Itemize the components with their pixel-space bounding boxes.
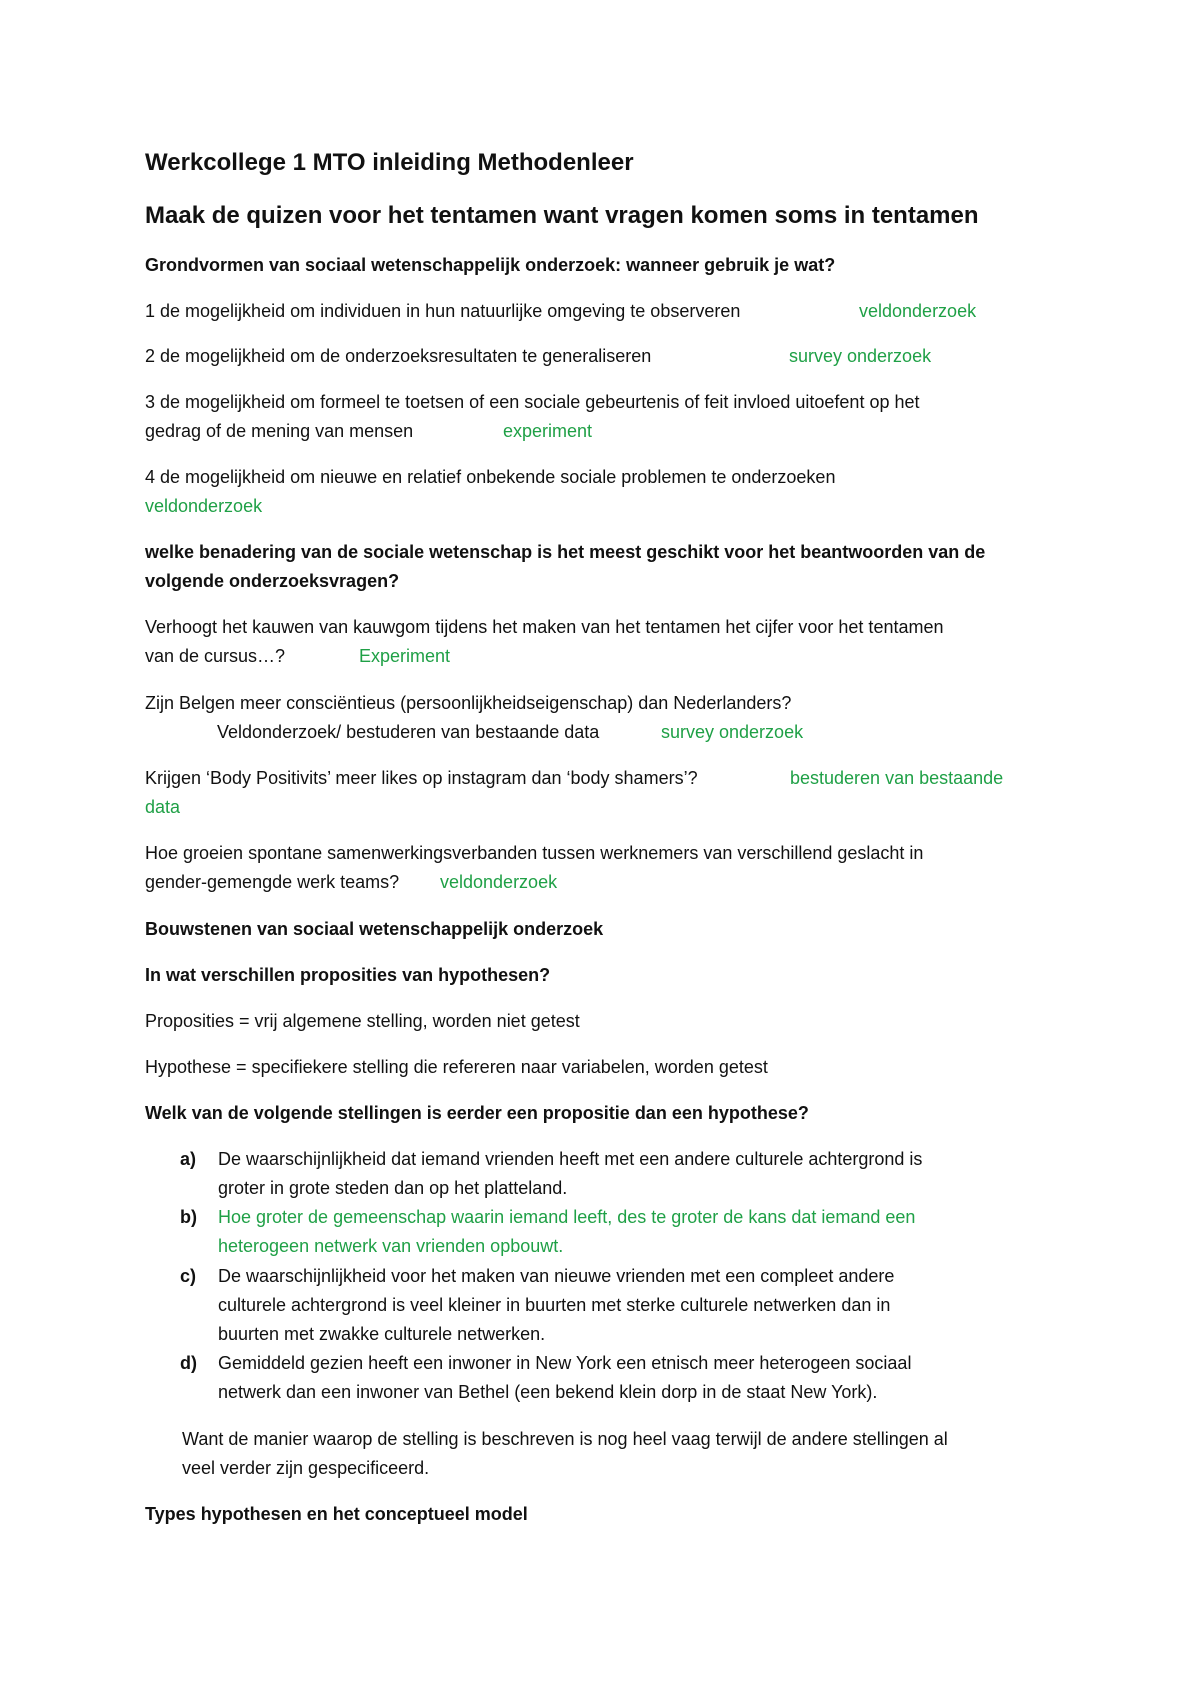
option-d-line1: Gemiddeld gezien heeft een inwoner in New York een etnisch meer heterogeen sociaal — [218, 1353, 912, 1373]
option-b-label: b) — [180, 1207, 197, 1227]
question-1 — [145, 300, 740, 322]
option-d-label: d) — [180, 1353, 197, 1373]
page-title: Werkcollege 1 MTO inleiding Methodenleer — [145, 149, 634, 176]
research-question-2-line2: Veldonderzoek/ bestuderen van bestaande data — [217, 722, 600, 742]
research-question-4-line2: gender-gemengde werk teams? — [145, 872, 400, 892]
question-3-line1: 3 de mogelijkheid om formeel te toetsen of een sociale gebeurtenis of feit invloed uitoefent op het — [145, 392, 920, 412]
option-d-line2: netwerk dan een inwoner van Bethel (een bekend klein dorp in de staat New York). — [218, 1382, 878, 1402]
question-4: 4 de mogelijkheid om nieuwe en relatief onbekende sociale problemen te onderzoeken — [145, 467, 836, 487]
section-heading-types-hypothesen: Types hypothesen en het conceptueel model — [145, 1504, 528, 1524]
research-question-1-line1: Verhoogt het kauwen van kauwgom tijdens het maken van het tentamen het cijfer voor het tentamen — [145, 617, 944, 637]
research-answer-4: veldonderzoek — [440, 872, 558, 892]
question-proposities: In wat verschillen proposities van hypothesen? — [145, 965, 551, 985]
research-answer-3-line2: data — [145, 797, 181, 817]
section-heading-grondvormen: Grondvormen van sociaal wetenschappelijk onderzoek: wanneer gebruik je wat? — [145, 255, 836, 275]
page-subtitle: Maak de quizen voor het tentamen want vragen komen soms in tentamen — [145, 202, 979, 229]
research-answer-1: Experiment — [359, 646, 451, 666]
option-c-label: c) — [180, 1266, 197, 1286]
definition-proposities: Proposities = vrij algemene stelling, worden niet getest — [145, 1011, 580, 1031]
explanation-line1: Want de manier waarop de stelling is beschreven is nog heel vaag terwijl de andere stellingen al — [182, 1429, 948, 1449]
option-b-line1: Hoe groter de gemeenschap waarin iemand leeft, des te groter de kans dat iemand een — [218, 1207, 916, 1227]
option-c-line2: culturele achtergrond is veel kleiner in buurten met sterke culturele netwerken dan in — [218, 1295, 891, 1315]
research-question-1-line2: van de cursus…? — [145, 646, 286, 666]
research-answer-2: survey onderzoek — [661, 722, 804, 742]
research-answer-3-line1: bestuderen van bestaande — [790, 768, 1004, 788]
answer-4: veldonderzoek — [145, 496, 263, 516]
question-2: 2 de mogelijkheid om de onderzoeksresultaten te generaliseren — [145, 346, 652, 366]
question-3-line2: gedrag of de mening van mensen — [145, 421, 414, 441]
option-c-line1: De waarschijnlijkheid voor het maken van nieuwe vrienden met een compleet andere — [218, 1266, 895, 1286]
answer-3: experiment — [503, 421, 593, 441]
question-stellingen: Welk van de volgende stellingen is eerder een propositie dan een hypothese? — [145, 1103, 809, 1123]
research-question-2-line1: Zijn Belgen meer consciëntieus (persoonlijkheidseigenschap) dan Nederlanders? — [145, 693, 792, 713]
explanation-line2: veel verder zijn gespecificeerd. — [182, 1458, 430, 1478]
section-heading-bouwstenen: Bouwstenen van sociaal wetenschappelijk onderzoek — [145, 919, 604, 939]
option-c-line3: buurten met zwakke culturele netwerken. — [218, 1324, 546, 1344]
question-1-text: 1 de mogelijkheid om individuen in hun natuurlijke omgeving te observeren — [145, 301, 741, 321]
section-heading-benadering-line1: welke benadering van de sociale wetenschap is het meest geschikt voor het beantwoorden van de — [145, 542, 986, 562]
research-question-3: Krijgen ‘Body Positivits’ meer likes op instagram dan ‘body shamers’? — [145, 768, 698, 788]
option-b-line2: heterogeen netwerk van vrienden opbouwt. — [218, 1236, 564, 1256]
section-heading-benadering-line2: volgende onderzoeksvragen? — [145, 571, 400, 591]
option-a-line2: groter in grote steden dan op het platteland. — [218, 1178, 568, 1198]
research-question-4-line1: Hoe groeien spontane samenwerkingsverbanden tussen werknemers van verschillend geslacht in — [145, 843, 924, 863]
definition-hypothese: Hypothese = specifiekere stelling die refereren naar variabelen, worden getest — [145, 1057, 768, 1077]
option-a-label: a) — [180, 1149, 197, 1169]
option-a-line1: De waarschijnlijkheid dat iemand vrienden heeft met een andere culturele achtergrond is — [218, 1149, 923, 1169]
answer-1: veldonderzoek — [859, 301, 977, 321]
answer-2: survey onderzoek — [789, 346, 932, 366]
